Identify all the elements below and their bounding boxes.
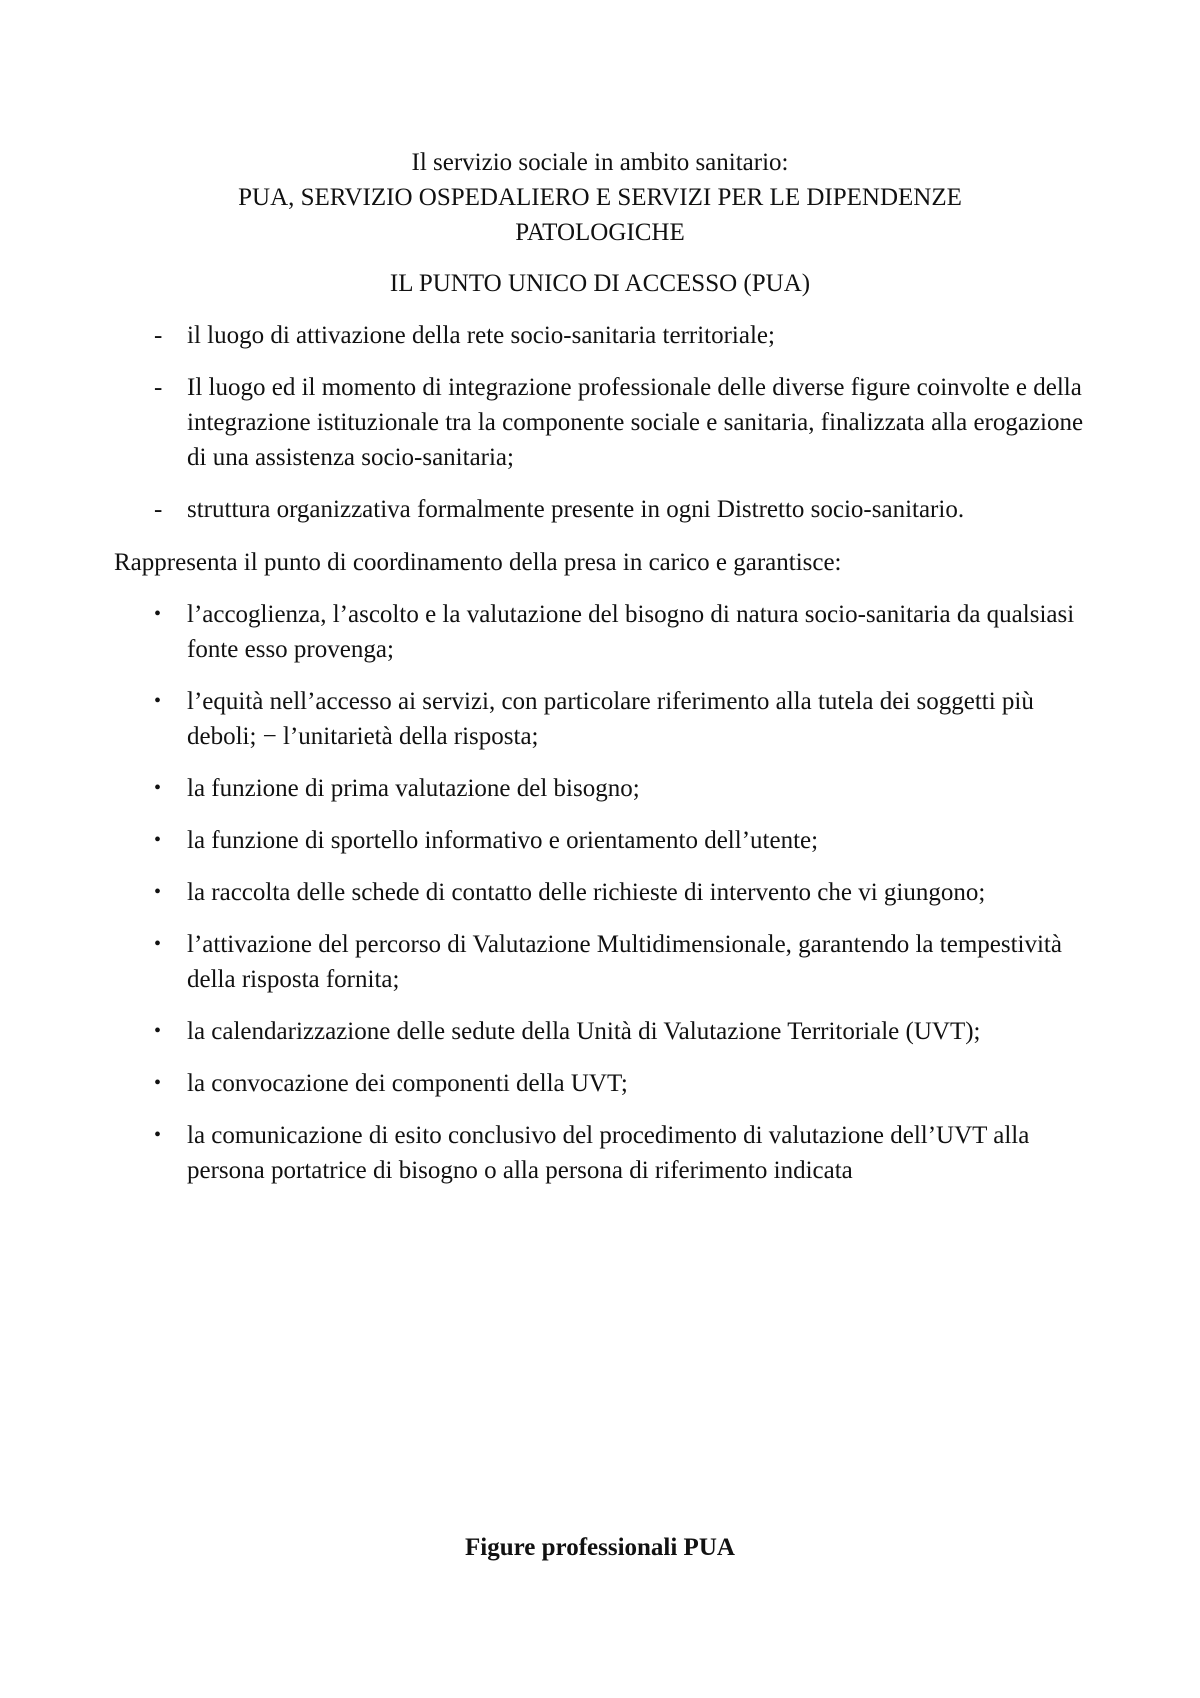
bullet-marker: • (154, 933, 162, 955)
bullet-marker: • (154, 1124, 162, 1146)
bullet-item-text: l’attivazione del percorso di Valutazione Multidimensionale, garantendo la tempestività della risposta fornita; (187, 931, 1062, 993)
bullet-list-item (154, 597, 1104, 667)
intro-paragraph: Rappresenta il punto di coordinamento della presa in carico e garantisce: (114, 549, 842, 576)
document-header (150, 145, 1050, 250)
bullet-item-text: l’equità nell’accesso ai servizi, con particolare riferimento alla tutela dei soggetti più deboli; − l’unitarietà della risposta; (187, 688, 1034, 750)
bullet-list-item (154, 927, 1104, 997)
header-line-3: PATOLOGICHE (515, 219, 685, 246)
dash-list-item (154, 318, 1094, 353)
bullet-item-text: la raccolta delle schede di contatto delle richieste di intervento che vi giungono; (187, 879, 986, 906)
bullet-item-text: la calendarizzazione delle sedute della Unità di Valutazione Territoriale (UVT); (187, 1018, 981, 1045)
dash-marker: - (154, 496, 163, 523)
bullet-list-item (154, 823, 1104, 858)
bullet-list-item (154, 1066, 1104, 1101)
dash-item-text: struttura organizzativa formalmente presente in ogni Distretto socio-sanitario. (187, 496, 965, 523)
header-line-2: PUA, SERVIZIO OSPEDALIERO E SERVIZI PER LE DIPENDENZE (238, 184, 962, 211)
bullet-list (154, 597, 1104, 1205)
bullet-item-text: la convocazione dei componenti della UVT; (187, 1070, 628, 1097)
bullet-list-item (154, 875, 1104, 910)
bullet-list-item (154, 771, 1104, 806)
bullet-marker: • (154, 881, 162, 903)
dash-marker: - (154, 374, 163, 401)
bullet-marker: • (154, 603, 162, 625)
bullet-item-text: la funzione di sportello informativo e orientamento dell’utente; (187, 827, 819, 854)
section-title: IL PUNTO UNICO DI ACCESSO (PUA) (389, 270, 811, 297)
dash-item-text: il luogo di attivazione della rete socio-sanitaria territoriale; (187, 322, 775, 349)
bullet-marker: • (154, 829, 162, 851)
bullet-marker: • (154, 1072, 162, 1094)
bullet-list-item (154, 684, 1104, 754)
bullet-marker: • (154, 690, 162, 712)
dash-item-text: Il luogo ed il momento di integrazione professionale delle diverse figure coinvolte e della integrazione istituzionale tra la componente sociale e sanitaria, finalizzata alla erogazione di una assistenza socio-sanitaria; (187, 374, 1084, 471)
bullet-list-item (154, 1118, 1104, 1188)
bullet-item-text: l’accoglienza, l’ascolto e la valutazione del bisogno di natura socio-sanitaria da qualsiasi fonte esso provenga; (187, 601, 1075, 663)
bullet-list-item (154, 1014, 1104, 1049)
dash-list (154, 318, 1094, 544)
dash-marker: - (154, 322, 163, 349)
bullet-marker: • (154, 1020, 162, 1042)
bullet-item-text: la comunicazione di esito conclusivo del procedimento di valutazione dell’UVT alla persona portatrice di bisogno o alla persona di riferimento indicata (187, 1122, 1030, 1184)
dash-list-item (154, 370, 1094, 475)
bullet-marker: • (154, 777, 162, 799)
bullet-item-text: la funzione di prima valutazione del bisogno; (187, 775, 640, 802)
header-line-1: Il servizio sociale in ambito sanitario: (411, 149, 789, 176)
footer-title: Figure professionali PUA (465, 1534, 735, 1561)
dash-list-item (154, 492, 1094, 527)
